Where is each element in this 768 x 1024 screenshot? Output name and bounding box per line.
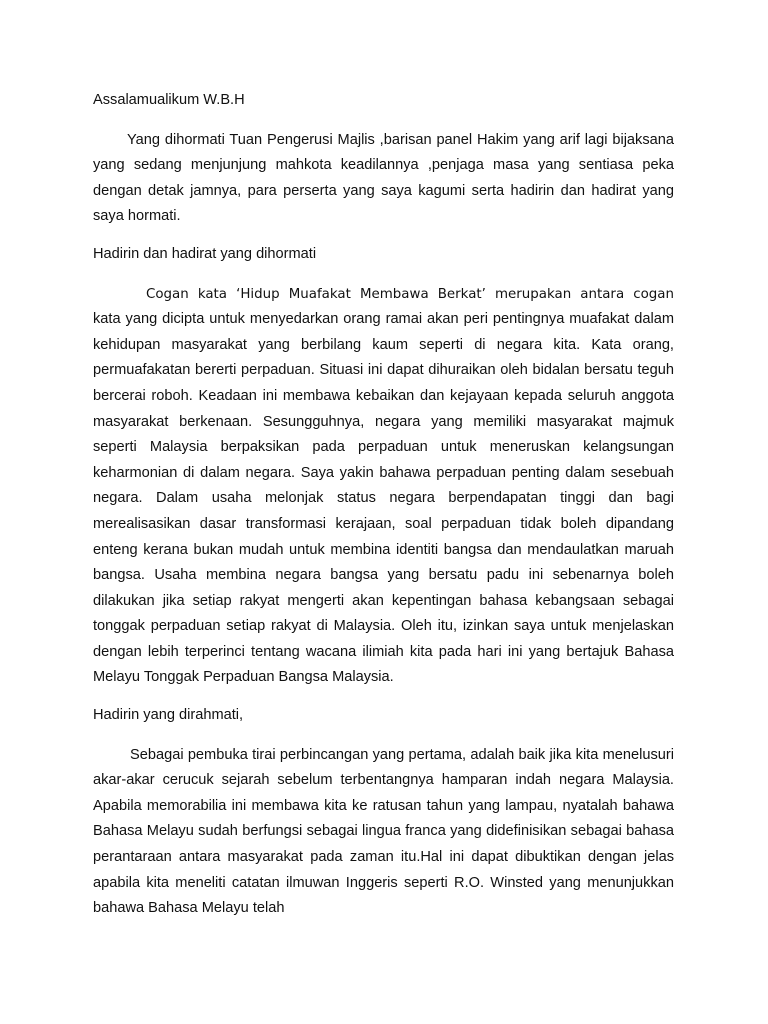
paragraph-2-first-line: Cogan kata ‘Hidup Muafakat Membawa Berkat’ merupakan antara cogan bbox=[146, 286, 674, 302]
address-heading-1: Hadirin dan hadirat yang dihormati bbox=[93, 245, 317, 262]
paragraph-2-body: kata yang dicipta untuk menyedarkan orang ramai akan peri pentingnya muafakat dalam kehidupan masyarakat yang berbilang kaum seperti di negara kita. Kata orang, permuafakatan bererti perpaduan. Situasi ini dapat dihuraikan oleh bidalan bersatu teguh bercerai roboh. Keadaan ini membawa kebaikan dan kejayaan kepada seluruh anggota masyarakat berkenaan. Sesungguhnya, negara yang memiliki masyarakat majmuk seperti Malaysia berpaksikan pada perpaduan untuk meneruskan kelangsungan keharmonian di dalam negara. Saya yakin bahawa perpaduan penting dalam sesebuah negara. Dalam usaha melonjak status negara berpendapatan tinggi dan bagi merealisasikan dasar transformasi kerajaan, soal perpaduan tidak boleh dipandang enteng kerana bukan mudah untuk membina identiti bangsa dan mendaulatkan maruah bangsa. Usaha membina negara bangsa yang bersatu padu ini sebenarnya boleh dilakukan jika setiap rakyat mengerti akan kepentingan bahasa kebangsaan sebagai tonggak perpaduan setiap rakyat di Malaysia. Oleh itu, izinkan saya untuk menjelaskan dengan lebih terperinci tentang wacana ilimiah kita pada hari ini yang bertajuk Bahasa Melayu Tonggak Perpaduan Bangsa Malaysia. bbox=[93, 311, 674, 686]
greeting: Assalamualikum W.B.H bbox=[93, 92, 245, 108]
address-heading-2: Hadirin yang dirahmati, bbox=[93, 707, 244, 724]
paragraph-3: Sebagai pembuka tirai perbincangan yang pertama, adalah baik jika kita menelusuri akar-akar cerucuk sejarah sebelum terbentangnya hamparan indah negara Malaysia. Apabila memorabilia ini membawa kita ke ratusan tahun yang lampau, nyatalah bahawa Bahasa Melayu sudah berfungsi sebagai lingua franca yang didefinisikan sebagai bahasa perantaraan antara masyarakat pada zaman itu.Hal ini dapat dibuktikan dengan jelas apabila kita meneliti catatan ilmuwan Inggeris seperti R.O. Winsted yang menunjukkan bahawa Bahasa Melayu telah bbox=[93, 746, 674, 917]
opening-paragraph: Yang dihormati Tuan Pengerusi Majlis ,barisan panel Hakim yang arif lagi bijaksana yang sedang menjunjung mahkota keadilannya ,penjaga masa yang sentiasa peka dengan detak jamnya, para perserta yang saya kagumi serta hadirin dan hadirat yang saya hormati. bbox=[93, 131, 674, 225]
